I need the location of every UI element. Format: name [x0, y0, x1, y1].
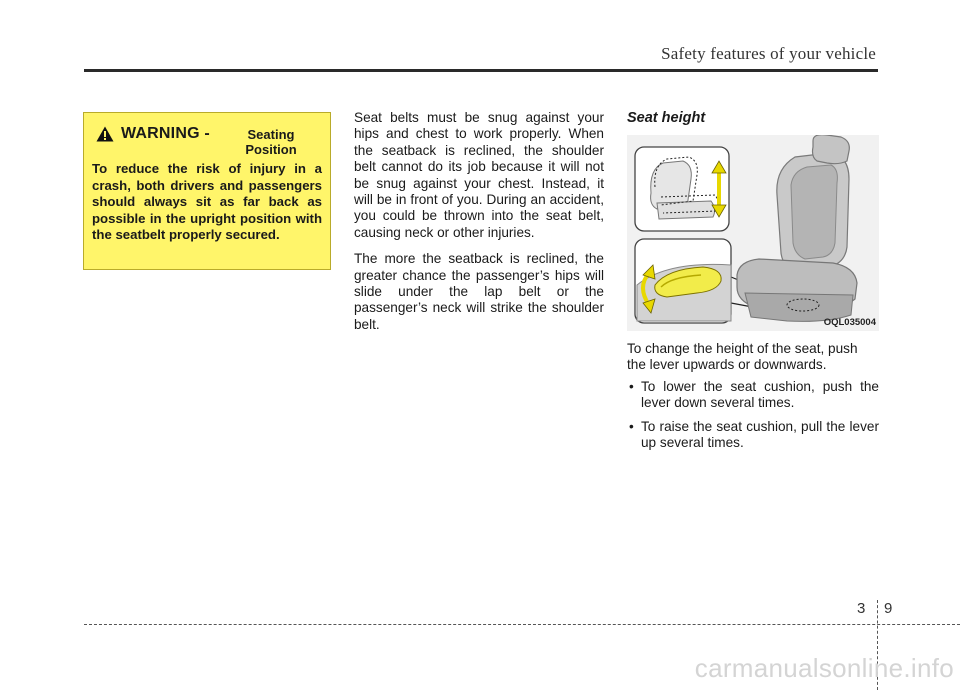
bullet-list [627, 379, 879, 452]
figure-code: OQL035004 [823, 317, 876, 328]
list-item-text: To lower the seat cushion, push the lever down several times. [641, 378, 879, 411]
paragraph: The more the seatback is reclined, the greater chance the passenger’s hips will slide under the lap belt or the passenger’s neck will strike the shoulder belt. [354, 251, 604, 332]
footer-rule [84, 624, 960, 625]
warning-topic: Seating Position [245, 127, 297, 157]
bullet-icon: • [629, 418, 634, 434]
list-item [627, 419, 879, 452]
seat-height-figure [627, 135, 879, 331]
list-item-text: To raise the seat cushion, pull the lever up several times. [641, 418, 879, 451]
header-rule [84, 69, 878, 72]
text-column [354, 110, 604, 343]
paragraph: To change the height of the seat, push the lever upwards or downwards. [627, 341, 858, 373]
chapter-number: 3 [857, 600, 866, 617]
warning-box [83, 112, 331, 270]
seat-height-section [627, 110, 879, 458]
paragraph: Seat belts must be snug against your hips and chest to work properly. When the seatback is reclined, the shoulder belt cannot do its job because it will not be snug against your chest. Instead, it will be in front of you. During an accident, you could be thrown into the seat belt, causing neck or other injuries. [354, 110, 604, 240]
list-item [627, 379, 879, 412]
section-heading: Seat height [627, 110, 706, 126]
bullet-icon: • [629, 378, 634, 394]
warning-triangle-icon [96, 126, 114, 142]
watermark: carmanualsonline.info [694, 653, 954, 683]
page-number: 9 [884, 600, 893, 617]
warning-header [92, 125, 322, 161]
warning-text: To reduce the risk of injury in a crash, both drivers and passengers should always sit as far back as possible in the upright position with the seatbelt properly secured. [92, 161, 322, 243]
section-title: Safety features of your vehicle [661, 44, 876, 63]
seat-illustration [627, 135, 879, 331]
warning-label: WARNING - [121, 125, 210, 142]
